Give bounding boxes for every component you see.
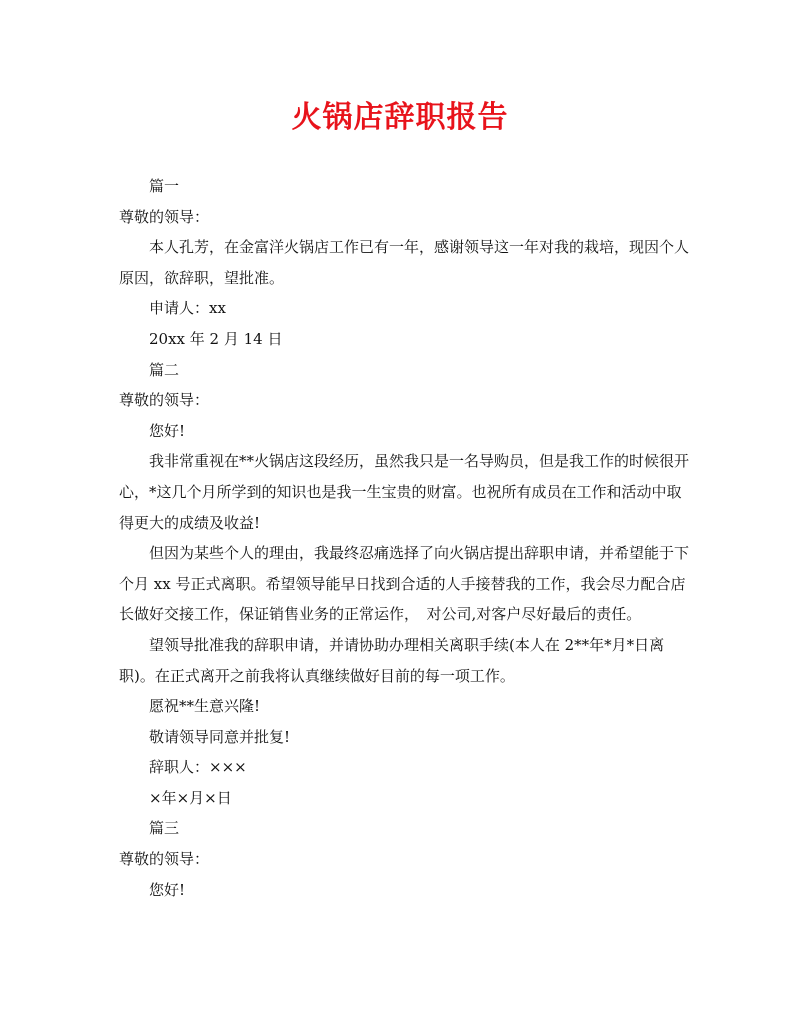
document-body [119, 171, 689, 905]
paragraph: 尊敬的领导： [119, 850, 210, 869]
document-title: 火锅店辞职报告 [291, 100, 509, 135]
paragraph: 敬请领导同意并批复! [149, 727, 291, 746]
paragraph: ×年×月×日 [149, 788, 232, 807]
paragraph: 篇一 [149, 177, 180, 195]
paragraph: 尊敬的领导： [119, 391, 210, 410]
paragraph: 您好! [149, 880, 186, 899]
paragraph: 本人孔芳，在金富洋火锅店工作已有一年，感谢领导这一年对我的栽培，现因个人原因，欲辞职，望批准。 [119, 238, 690, 287]
paragraph: 篇二 [149, 360, 180, 379]
paragraph: 愿祝**生意兴隆! [149, 697, 261, 716]
paragraph: 辞职人：××× [149, 758, 247, 777]
paragraph: 但因为某些个人的理由，我最终忍痛选择了向火锅店提出辞职申请，并希望能于下个月 xx 号正式离职。希望领导能早日找到合适的人手接替我的工作，我会尽力配合店长做好交接工作，保证销售业务的正常运作， 对公司,对客户尽好最后的责任。 [119, 544, 690, 624]
paragraph: 尊敬的领导： [119, 207, 210, 226]
paragraph: 篇三 [149, 819, 180, 838]
paragraph: 申请人：xx [149, 299, 226, 318]
paragraph: 我非常重视在**火锅店这段经历，虽然我只是一名导购员，但是我工作的时候很开心，*这几个月所学到的知识也是我一生宝贵的财富。也祝所有成员在工作和活动中取得更大的成绩及收益! [119, 452, 690, 532]
paragraph: 20xx 年 2 月 14 日 [149, 329, 283, 348]
paragraph: 望领导批准我的辞职申请，并请协助办理相关离职手续(本人在 2**年*月*日离职)。在正式离开之前我将认真继续做好目前的每一项工作。 [119, 635, 665, 685]
paragraph: 您好! [149, 421, 186, 440]
